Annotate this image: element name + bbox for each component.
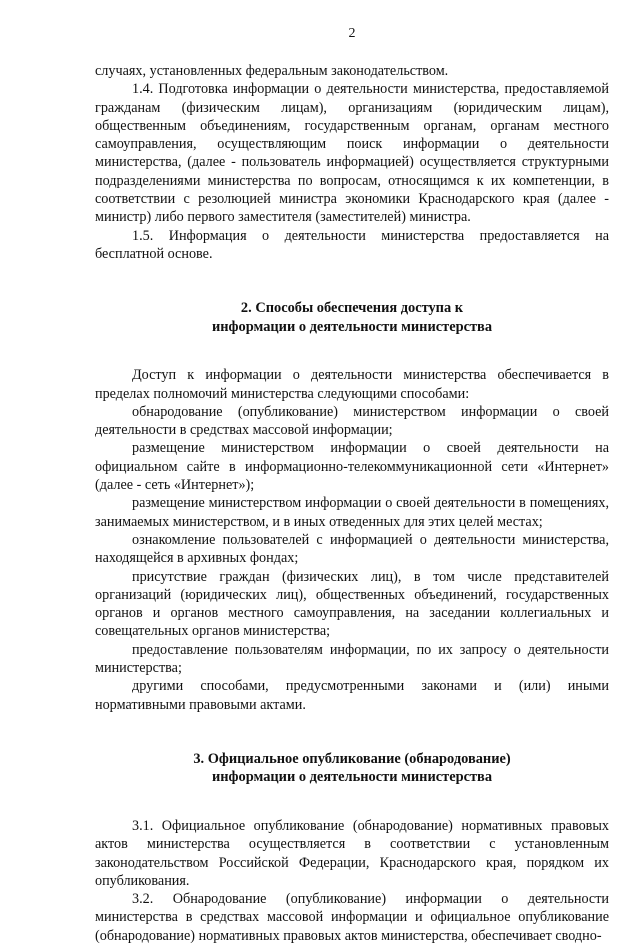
paragraph-access-premises: размещение министерством информации о своей деятельности в помещениях, занимаемых министерством, и в иных отведенных для этих целей местах; xyxy=(95,495,609,530)
page-number: 2 xyxy=(348,26,356,41)
paragraph-access-website: размещение министерством информации о своей деятельности на официальном сайте в информационно-телекоммуникационной сети «Интернет» (далее - сеть «Интернет»); xyxy=(95,440,609,494)
paragraph-access-intro: Доступ к информации о деятельности министерства обеспечивается в пределах полномочий министерства следующими способами: xyxy=(95,367,609,402)
section-heading-3 xyxy=(95,750,609,787)
paragraph-access-other: другими способами, предусмотренными законами и (или) иными нормативными правовыми актами. xyxy=(95,678,609,713)
paragraph-1-4: 1.4. Подготовка информации о деятельности министерства, предоставляемой гражданам (физическим лицам), организациям (юридическим лицам), общественным объединениям, государственным органам, органам местного самоуправления, осуществляющим поиск информации о деятельности министерства, (далее - пользователь информацией) осуществляется структурными подразделениями министерства по вопросам, относящимся к их компетенции, в соответствии с резолюцией министра экономики Краснодарского края (далее - министр) либо первого заместителя (заместителей) министра. xyxy=(95,81,609,226)
section-heading-2-line2: информации о деятельности министерства xyxy=(211,318,493,335)
paragraph-3-1: 3.1. Официальное опубликование (обнародование) нормативных правовых актов министерства осуществляется в соответствии с установленным законодательством Российской Федерации, Краснодарского края, порядком их опубликования. xyxy=(95,817,609,889)
paragraph-access-archives: ознакомление пользователей с информацией о деятельности министерства, находящейся в архивных фондах; xyxy=(95,531,609,567)
section-heading-3-line2: информации о деятельности министерства xyxy=(211,769,493,786)
section-heading-3-line1: 3. Официальное опубликование (обнародование) xyxy=(193,750,511,767)
paragraph-access-media: обнародование (опубликование) министерством информации о своей деятельности в средствах массовой информации; xyxy=(95,403,609,439)
paragraph-3-2: 3.2. Обнародование (опубликование) информации о деятельности министерства в средствах массовой информации и официальное опубликование (обнародование) нормативных правовых актов министерства, обеспечивает сводно- xyxy=(95,891,609,944)
paragraph-access-meetings: присутствие граждан (физических лиц), в том числе представителей организаций (юридических лиц), общественных объединений, государственных органов и органов местного самоуправления, на заседании коллегиальных и совещательных органов министерства; xyxy=(95,568,609,640)
document-body xyxy=(95,62,609,945)
paragraph-1-5: 1.5. Информация о деятельности министерства предоставляется на бесплатной основе. xyxy=(95,227,609,262)
paragraph-access-requests: предоставление пользователям информации, по их запросу о деятельности министерства; xyxy=(95,641,609,677)
paragraph-continuation: случаях, установленных федеральным законодательством. xyxy=(95,63,449,79)
section-heading-2 xyxy=(95,299,609,336)
section-heading-2-line1: 2. Способы обеспечения доступа к xyxy=(240,300,464,317)
